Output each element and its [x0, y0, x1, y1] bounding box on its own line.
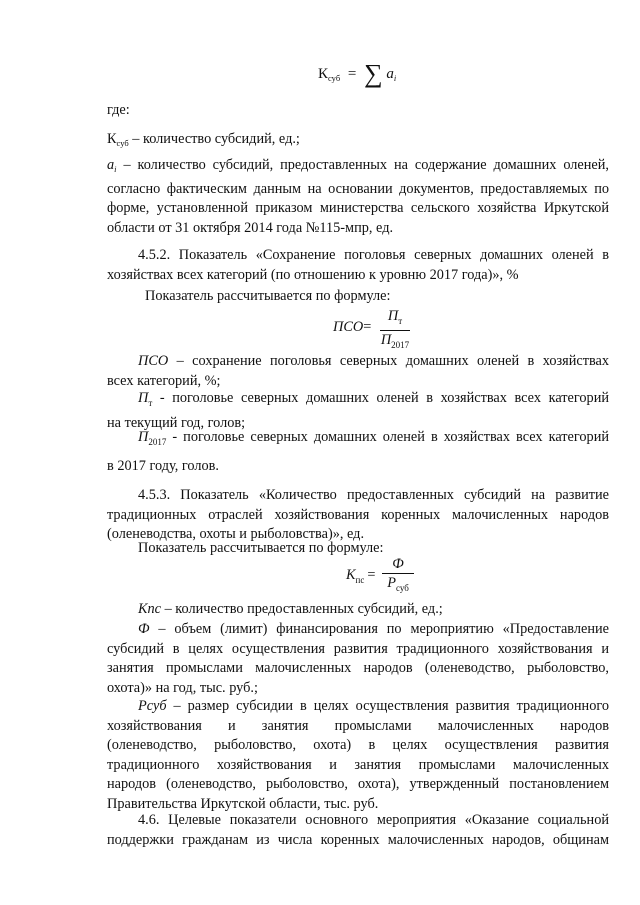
where-label-block: [107, 101, 609, 121]
def-pso-symbol: ПСО: [138, 353, 169, 369]
def-a-i-line1: – количество субсидий, предоставленных на содержание домашних оленей,: [116, 157, 609, 173]
def-phi-line1: – объем (лимит) финансирования по мероприятию «Предоставление: [149, 621, 609, 637]
def-kps-text: – количество предоставленных субсидий, ед.;: [161, 601, 443, 617]
def-p-t-line1: - поголовье северных домашних оленей в хозяйствах всех категорий: [152, 390, 609, 406]
def-p-t-symbol: П: [138, 390, 149, 406]
formula-kps-num: Ф: [392, 556, 404, 572]
formula-kps-eq: =: [367, 567, 376, 583]
def-phi-line4: охота)» на год, тыс. руб.;: [107, 679, 258, 696]
def-phi: [107, 620, 609, 698]
section-4-5-3-heading-line3: (оленеводства, охоты и рыболовства)», ед.: [107, 526, 365, 542]
def-p-2017-subscript: 2017: [148, 437, 167, 447]
section-4-5-2-intro-block: [145, 287, 640, 307]
formula-pso-num-sub: т: [398, 316, 403, 326]
sum-symbol: ∑: [364, 59, 383, 88]
def-phi-line3: занятия промыслами малочисленных народов (оленеводство, рыболовство,: [107, 660, 609, 676]
section-4-5-2-heading-line2: хозяйствах всех категорий (по отношению к уровню 2017 года)», %: [107, 266, 519, 283]
def-p-2017-line1: - поголовье северных домашних оленей в хозяйствах всех категорий: [166, 429, 609, 445]
def-pso-line1: – сохранение поголовья северных домашних оленей в хозяйствах: [168, 353, 609, 369]
def-rsub-line5: народов (оленеводство, рыболовство, охота), утвержденный постановлением: [107, 776, 609, 792]
def-p-2017-line2: в 2017 году, голов.: [107, 457, 219, 474]
def-a-i-subscript: i: [114, 164, 117, 174]
def-p-2017-symbol: П: [138, 429, 149, 445]
def-rsub-line6: Правительства Иркутской области, тыс. руб.: [107, 795, 379, 812]
def-p-t: [107, 389, 609, 433]
formula-kps: [346, 566, 375, 591]
formula-kps-den-sub: суб: [395, 583, 409, 593]
def-a-i-line4: области от 31 октября 2014 года №115-мпр, ед.: [107, 219, 394, 236]
formula-pso-lhs: ПСО: [333, 319, 364, 335]
def-rsub-line2: хозяйствования и занятия промыслами малочисленных народов: [107, 717, 609, 734]
def-kps: [107, 600, 609, 620]
formula-pso-eq: =: [363, 319, 372, 335]
formula-lhs-sub: суб: [328, 73, 341, 83]
formula-term-sub: i: [393, 73, 397, 83]
section-4-6: [107, 811, 609, 850]
def-rsub-line1: – размер субсидии в целях осуществления развития традиционного: [166, 698, 609, 714]
def-k-sub-subscript: суб: [116, 138, 129, 148]
def-rsub-symbol: Рсуб: [138, 698, 167, 714]
formula-kps-lhs: К: [346, 567, 356, 583]
formula-pso-den: П: [380, 332, 392, 348]
formula-lhs: К: [318, 66, 329, 82]
def-a-i-symbol: a: [107, 157, 115, 173]
formula-kps-lhs-sub: пс: [355, 575, 365, 585]
def-kps-symbol: Кпс: [138, 601, 161, 617]
def-k-sub-symbol: К: [107, 131, 117, 147]
section-4-5-3-heading-line1: 4.5.3. Показатель «Количество предоставленных субсидий на развитие: [138, 487, 609, 503]
formula-pso-den-sub: 2017: [391, 340, 410, 350]
def-a-i: [107, 156, 609, 238]
def-rsub-line4: традиционного хозяйствования и занятия промыслами малочисленных: [107, 756, 609, 773]
def-pso: [107, 352, 609, 391]
formula-kps-den: Р: [387, 575, 396, 591]
def-rsub-line3: (оленеводство, рыболовство, охота) в целях осуществления развития: [107, 737, 609, 753]
def-p-t-line2: на текущий год, голов;: [107, 414, 246, 431]
section-4-5-3-intro: Показатель рассчитывается по формуле:: [138, 540, 384, 556]
def-a-i-line2: согласно фактическим данным на основании документов, предоставляемых по: [107, 180, 609, 197]
section-4-5-3-heading: [107, 486, 609, 545]
section-4-5-2-intro: Показатель рассчитывается по формуле:: [145, 288, 391, 304]
def-p-2017: [107, 428, 609, 476]
section-4-5-2-heading: [107, 246, 609, 285]
def-rsub: [107, 697, 609, 814]
formula-term: a: [386, 66, 394, 82]
formula-pso-num: П: [387, 308, 399, 324]
def-phi-line2: субсидий в целях осуществления развития традиционного хозяйствования и: [107, 640, 609, 657]
formula-kps-fraction: [382, 555, 414, 597]
where-label: где:: [107, 102, 130, 118]
section-4-6-line1: 4.6. Целевые показатели основного мероприятия «Оказание социальной: [138, 812, 609, 828]
formula-k-sub-sum: [318, 59, 397, 89]
formula-eq: =: [347, 66, 357, 82]
def-a-i-line3: форме, установленной приказом министерства сельского хозяйства Иркутской: [107, 200, 609, 216]
section-4-6-line2: поддержки гражданам из числа коренных малочисленных народов, общинам: [107, 831, 609, 848]
formula-pso: [333, 318, 371, 338]
def-p-t-subscript: т: [148, 398, 153, 408]
def-k-sub-text: – количество субсидий, ед.;: [128, 131, 300, 147]
section-4-5-3-heading-line2: традиционных отраслей хозяйствования коренных малочисленных народов: [107, 506, 609, 523]
def-phi-symbol: Ф: [138, 621, 150, 637]
def-k-sub: [107, 130, 609, 154]
section-4-5-2-heading-line1: 4.5.2. Показатель «Сохранение поголовья северных домашних оленей в: [138, 247, 609, 263]
formula-pso-fraction: [380, 307, 410, 354]
def-pso-line2: всех категорий, %;: [107, 372, 221, 389]
